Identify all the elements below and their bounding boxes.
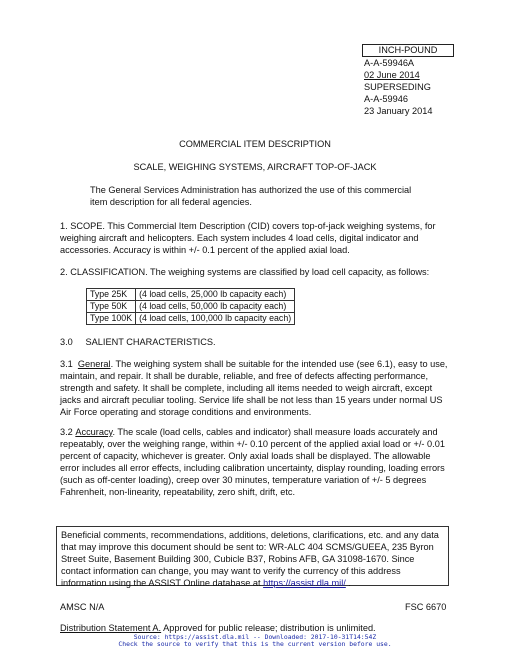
- type-cell: Type 100K: [87, 313, 136, 325]
- distribution-label: Distribution Statement A.: [60, 623, 162, 633]
- doc-class: INCH-POUND: [378, 45, 438, 55]
- type-cell: Type 50K: [87, 301, 136, 313]
- comments-tail: .: [345, 578, 351, 588]
- table-row: [87, 301, 295, 313]
- general-title: General: [77, 359, 111, 369]
- superseding-label: SUPERSEDING: [364, 82, 431, 92]
- doc-type-title: COMMERCIAL ITEM DESCRIPTION: [179, 139, 331, 149]
- classification-paragraph: 2. CLASSIFICATION. The weighing systems are classified by load cell capacity, as follows:: [60, 267, 430, 277]
- subject-title: SCALE, WEIGHING SYSTEMS, AIRCRAFT TOP-OF-JACK: [133, 162, 377, 172]
- assist-link[interactable]: https://assist.dla.mil/: [263, 578, 346, 588]
- general-text: . The weighing system shall be suitable for the intended use (see 6.1), easy to use, maintain, and repair. It shall be durable, reliable, and free of defects affecting performance, strength and safety. It shall be complete, including all items needed to weigh aircraft, except jacks and aircraft peculiar tooling. Service life shall be not less than 15 years under normal US Air Force operating and storage conditions and environments.: [60, 359, 448, 417]
- general-paragraph: [60, 358, 450, 418]
- general-number: 3.1: [60, 359, 73, 369]
- salient-heading: 3.0 SALIENT CHARACTERISTICS.: [60, 337, 216, 347]
- superseded-number: A-A-59946: [364, 94, 408, 104]
- detail-cell: (4 load cells, 25,000 lb capacity each): [136, 289, 295, 301]
- fsc-label: FSC 6670: [405, 602, 447, 612]
- distribution-text: Approved for public release; distribution is unlimited.: [161, 623, 376, 633]
- doc-class-box: [362, 44, 454, 57]
- comments-text: Beneficial comments, recommendations, additions, deletions, clarifications, etc. and any data that may improve this document should be sent to: WR-ALC 404 SCMS/GUEEA, 235 Byron Street Suite, Basement Building 300, Cubicle B37, Robins AFB, GA 31098-1670. Since contact information can change, you may want to verify the currency of this address information using the ASSIST Online database at: [61, 530, 439, 588]
- source-line-2: Check the source to verify that this is the current version before use.: [118, 640, 392, 648]
- comments-box: [56, 526, 449, 586]
- superseded-date: 23 January 2014: [364, 106, 433, 116]
- classification-table: [86, 288, 295, 325]
- accuracy-paragraph: [60, 426, 450, 498]
- detail-cell: (4 load cells, 50,000 lb capacity each): [136, 301, 295, 313]
- accuracy-title: Accuracy: [75, 427, 113, 437]
- doc-number: A-A-59946A: [364, 58, 415, 68]
- amsc-label: AMSC N/A: [60, 602, 105, 612]
- accuracy-text: . The scale (load cells, cables and indicator) shall measure loads accurately and repeatably, over the weighing range, within +/- 0.10 percent of the applied axial load or +/- 0.01 percent of capacity, whichever is greater. Only axial loads shall be displayed. The allowable error includes all error effects, including calibration uncertainty, display rounding, loading errors (such as off-center loading), creep over 30 minutes, temperature variation of +/- 5 degrees Fahrenheit, non-linearity, repeatability, zero shift, drift, etc.: [60, 427, 445, 497]
- source-line-1: Source: https://assist.dla.mil -- Downloaded: 2017-10-31T14:54Z: [133, 633, 377, 641]
- type-cell: Type 25K: [87, 289, 136, 301]
- accuracy-number: 3.2: [60, 427, 73, 437]
- doc-date: 02 June 2014: [364, 70, 420, 80]
- detail-cell: (4 load cells, 100,000 lb capacity each): [136, 313, 295, 325]
- table-row: [87, 313, 295, 325]
- scope-paragraph: 1. SCOPE. This Commercial Item Description (CID) covers top-of-jack weighing systems, for weighing aircraft and helicopters. Each system includes 4 load cells, digital indicator and accessories. Accuracy is within +/- 0.1 percent of the applied axial load.: [60, 221, 436, 255]
- table-row: [87, 289, 295, 301]
- intro-paragraph: The General Services Administration has authorized the use of this commercial item description for all federal agencies.: [90, 185, 412, 207]
